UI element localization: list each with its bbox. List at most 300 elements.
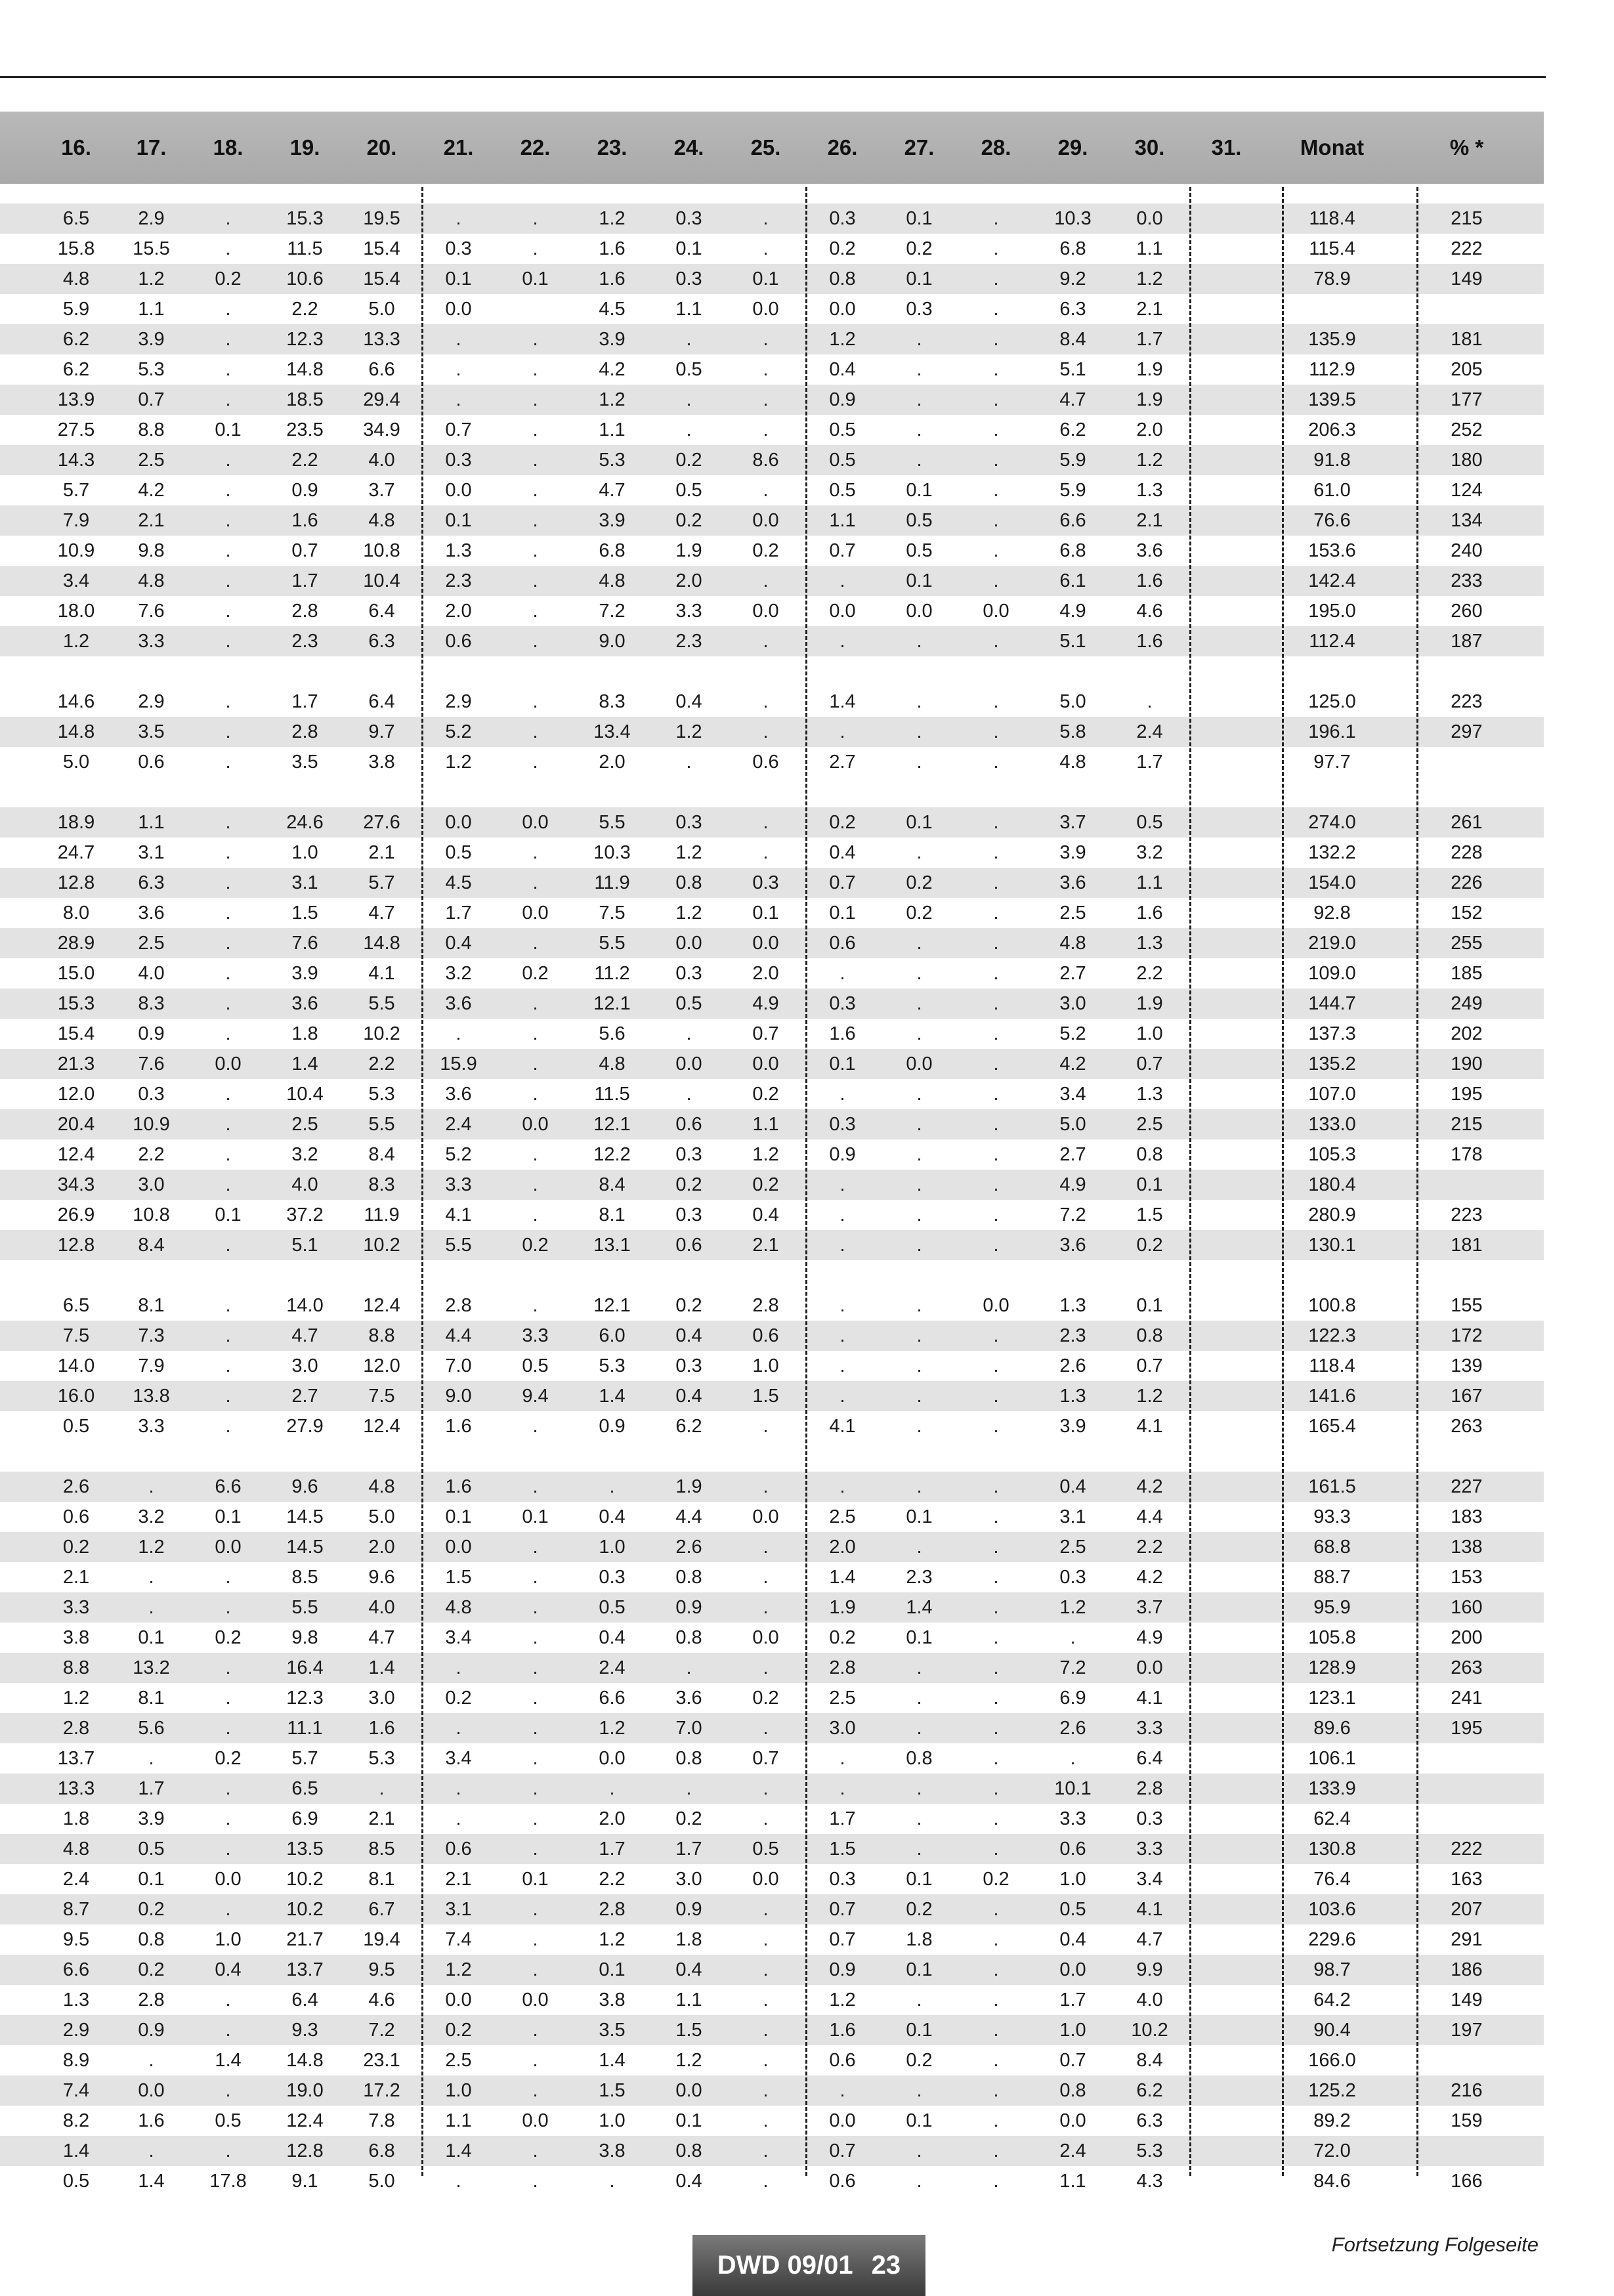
table-cell: 4.1: [829, 1415, 856, 1437]
header-cell: 24.: [673, 135, 704, 159]
table-cell: .: [1070, 1747, 1076, 1769]
table-cell: 0.9: [829, 1143, 856, 1165]
table-row: [0, 1290, 1544, 1321]
table-cell: 12.2: [593, 1143, 631, 1165]
table-cell: 12.4: [57, 1143, 95, 1165]
table-cell: 8.6: [752, 449, 779, 471]
table-cell: 4.6: [368, 1989, 395, 2010]
table-cell: .: [532, 1898, 538, 1920]
table-cell: 2.0: [675, 570, 702, 591]
table-cell: 12.4: [363, 1294, 400, 1316]
table-cell: 9.5: [368, 1959, 395, 1980]
table-cell: 0.3: [675, 207, 702, 229]
table-cell: 14.0: [57, 1355, 95, 1376]
table-cell: .: [916, 1687, 922, 1709]
table-cell: .: [225, 298, 231, 320]
table-cell: .: [993, 1113, 999, 1135]
table-cell: .: [993, 1536, 999, 1558]
table-cell: 205: [1451, 358, 1483, 380]
table-cell: .: [993, 328, 999, 350]
table-cell: .: [225, 1355, 231, 1376]
table-cell: 222: [1451, 238, 1483, 259]
table-cell: .: [532, 207, 538, 229]
table-cell: .: [532, 570, 538, 591]
table-cell: 1.4: [829, 691, 856, 712]
table-cell: 8.4: [368, 1143, 395, 1165]
table-cell: 6.2: [62, 328, 90, 350]
table-cell: 0.1: [215, 1204, 242, 1225]
table-cell: 68.8: [1313, 1536, 1351, 1558]
table-cell: 18.9: [57, 811, 95, 833]
table-cell: .: [993, 1476, 999, 1497]
table-cell: 1.6: [599, 268, 626, 289]
table-cell: 0.3: [1136, 1808, 1163, 1829]
table-cell: 0.1: [675, 238, 702, 259]
table-cell: 2.0: [1136, 419, 1163, 440]
table-cell: .: [993, 358, 999, 380]
table-row: [0, 2136, 1544, 2166]
table-cell: .: [532, 2019, 538, 2041]
table-cell: 0.2: [1136, 1234, 1163, 1256]
table-cell: 14.3: [57, 449, 95, 471]
table-cell: 10.4: [363, 570, 400, 591]
table-cell: 160: [1451, 1596, 1483, 1618]
table-row: [0, 1200, 1544, 1230]
table-cell: .: [225, 992, 231, 1014]
table-cell: 1.2: [599, 389, 626, 410]
table-cell: .: [225, 358, 231, 380]
table-cell: 124: [1451, 479, 1483, 501]
table-cell: 0.9: [138, 2019, 165, 2041]
table-cell: 0.1: [445, 1506, 472, 1527]
table-cell: 0.6: [829, 2170, 856, 2192]
table-cell: 0.9: [829, 1959, 856, 1980]
table-cell: 130.1: [1308, 1234, 1356, 1256]
table-cell: .: [916, 1385, 922, 1407]
table-cell: 3.0: [829, 1717, 856, 1739]
table-cell: 0.4: [675, 691, 702, 712]
table-cell: 0.0: [445, 1989, 472, 2010]
table-cell: 2.7: [1059, 962, 1086, 984]
table-cell: 9.6: [291, 1476, 318, 1497]
table-cell: 0.3: [599, 1566, 626, 1588]
table-cell: 125.2: [1308, 2079, 1356, 2101]
table-cell: 11.9: [364, 1204, 400, 1225]
table-cell: .: [532, 1476, 538, 1497]
table-cell: 1.5: [675, 2019, 702, 2041]
table-cell: .: [993, 2140, 999, 2161]
table-cell: 0.5: [1136, 811, 1163, 833]
table-cell: 0.0: [752, 298, 779, 320]
table-cell: 153.6: [1308, 540, 1356, 561]
table-cell: 1.1: [599, 419, 626, 440]
table-cell: .: [456, 1808, 461, 1829]
table-cell: 0.0: [752, 1053, 779, 1074]
table-row: [0, 1472, 1544, 1502]
table-cell: 0.2: [675, 1808, 702, 1829]
table-cell: .: [532, 1838, 538, 1860]
table-cell: 0.5: [62, 2170, 90, 2192]
table-cell: 144.7: [1308, 992, 1356, 1014]
table-cell: 0.2: [675, 1174, 702, 1195]
table-cell: 4.3: [1136, 2170, 1163, 2192]
table-cell: .: [532, 1143, 538, 1165]
table-cell: .: [686, 751, 692, 773]
table-cell: 1.7: [1059, 1989, 1086, 2010]
table-cell: .: [532, 630, 538, 652]
table-cell: 10.2: [286, 1898, 324, 1920]
table-cell: 4.9: [1059, 600, 1086, 622]
table-cell: 14.5: [286, 1506, 324, 1527]
table-cell: 4.6: [1136, 600, 1163, 622]
table-cell: 7.5: [368, 1385, 395, 1407]
table-cell: 1.3: [1136, 479, 1163, 501]
table-cell: .: [916, 1989, 922, 2010]
table-row: [0, 1079, 1544, 1109]
table-cell: 5.1: [291, 1234, 318, 1256]
table-cell: 24.6: [286, 811, 324, 833]
table-row: [0, 2075, 1544, 2106]
table-cell: .: [148, 1747, 154, 1769]
table-cell: .: [763, 1808, 769, 1829]
table-cell: 2.1: [368, 1808, 395, 1829]
table-cell: 2.7: [1059, 1143, 1086, 1165]
table-cell: 5.3: [599, 1355, 626, 1376]
table-cell: 4.7: [1059, 389, 1086, 410]
table-cell: 123.1: [1308, 1687, 1356, 1709]
table-cell: 1.6: [829, 1023, 856, 1044]
table-cell: .: [532, 1657, 538, 1678]
table-cell: .: [993, 509, 999, 531]
table-cell: 1.4: [906, 1596, 933, 1618]
table-cell: 0.0: [983, 600, 1009, 622]
table-cell: 7.0: [445, 1355, 472, 1376]
table-cell: 84.6: [1313, 2170, 1351, 2192]
table-cell: .: [225, 1838, 231, 1860]
table-cell: 0.2: [983, 1868, 1009, 1890]
table-cell: 0.3: [829, 1113, 856, 1135]
table-cell: 0.8: [675, 872, 702, 893]
table-cell: 6.5: [62, 1294, 90, 1316]
table-cell: .: [839, 1325, 845, 1346]
table-cell: 1.7: [138, 1777, 165, 1799]
table-cell: 8.3: [138, 992, 165, 1014]
table-cell: 1.2: [445, 751, 472, 773]
table-cell: 226: [1451, 872, 1483, 893]
table-cell: 2.2: [368, 1053, 395, 1074]
table-cell: 2.8: [829, 1657, 856, 1678]
table-cell: .: [686, 1657, 692, 1678]
table-cell: 8.9: [62, 2049, 90, 2071]
table-cell: .: [532, 1053, 538, 1074]
table-cell: 0.5: [445, 841, 472, 863]
table-cell: 1.2: [1059, 1596, 1086, 1618]
table-cell: 4.8: [368, 1476, 395, 1497]
table-cell: 2.9: [138, 691, 165, 712]
table-cell: 130.8: [1308, 1838, 1356, 1860]
table-cell: 5.2: [445, 721, 472, 742]
header-cell: Monat: [1300, 135, 1365, 159]
table-cell: 19.5: [363, 207, 400, 229]
table-cell: 0.0: [522, 1989, 549, 2010]
table-cell: .: [225, 1989, 231, 2010]
table-cell: .: [916, 1143, 922, 1165]
table-cell: 0.4: [829, 841, 856, 863]
table-cell: .: [609, 2170, 615, 2192]
table-cell: 0.1: [599, 1959, 626, 1980]
header-cell: 20.: [366, 135, 397, 159]
table-cell: 3.1: [138, 841, 165, 863]
table-cell: 249: [1451, 992, 1483, 1014]
header-cell: 31.: [1211, 135, 1242, 159]
table-cell: 9.9: [1136, 1959, 1163, 1980]
table-cell: 103.6: [1308, 1898, 1356, 1920]
table-cell: 5.6: [599, 1023, 626, 1044]
table-cell: .: [456, 1777, 461, 1799]
table-cell: .: [456, 328, 461, 350]
table-cell: 1.9: [675, 540, 702, 561]
table-cell: 3.0: [675, 1868, 702, 1890]
table-cell: .: [763, 207, 769, 229]
table-cell: 0.9: [675, 1898, 702, 1920]
table-cell: 280.9: [1308, 1204, 1356, 1225]
table-cell: 3.6: [675, 1687, 702, 1709]
table-cell: 1.7: [675, 1838, 702, 1860]
table-cell: 0.1: [906, 570, 933, 591]
table-cell: .: [993, 630, 999, 652]
table-cell: 72.0: [1313, 2140, 1351, 2161]
table-cell: 5.5: [599, 811, 626, 833]
table-cell: .: [916, 751, 922, 773]
table-cell: 0.8: [829, 268, 856, 289]
table-cell: 255: [1451, 932, 1483, 954]
table-cell: 4.8: [62, 268, 90, 289]
table-cell: .: [839, 1083, 845, 1105]
table-cell: 0.5: [906, 509, 933, 531]
table-cell: 2.8: [62, 1717, 90, 1739]
table-cell: 0.1: [445, 268, 472, 289]
table-cell: .: [532, 1204, 538, 1225]
table-cell: 3.2: [291, 1143, 318, 1165]
table-cell: .: [763, 1536, 769, 1558]
table-cell: 5.9: [1059, 449, 1086, 471]
table-cell: 1.6: [291, 509, 318, 531]
table-cell: 133.0: [1308, 1113, 1356, 1135]
table-row: [0, 1139, 1544, 1170]
table-cell: .: [225, 2079, 231, 2101]
table-cell: 2.6: [1059, 1717, 1086, 1739]
table-cell: 0.0: [675, 1053, 702, 1074]
table-cell: .: [686, 1023, 692, 1044]
table-row: [0, 1834, 1544, 1864]
table-cell: .: [225, 1325, 231, 1346]
table-cell: 159: [1451, 2110, 1483, 2131]
table-cell: .: [993, 841, 999, 863]
table-cell: 0.4: [1059, 1476, 1086, 1497]
table-cell: .: [225, 1808, 231, 1829]
table-cell: 229.6: [1308, 1928, 1356, 1950]
table-cell: .: [225, 540, 231, 561]
table-cell: .: [763, 2140, 769, 2161]
table-cell: .: [686, 389, 692, 410]
table-cell: 76.6: [1313, 509, 1351, 531]
table-cell: 3.9: [138, 1808, 165, 1829]
table-cell: .: [993, 992, 999, 1014]
footer-badge-label: DWD 09/01: [717, 2251, 853, 2280]
table-cell: 0.0: [445, 298, 472, 320]
table-cell: .: [763, 1596, 769, 1618]
table-cell: 1.3: [1059, 1294, 1086, 1316]
table-cell: .: [148, 1566, 154, 1588]
table-cell: 29.4: [363, 389, 400, 410]
table-cell: 0.0: [752, 600, 779, 622]
table-cell: 12.1: [593, 992, 631, 1014]
table-cell: .: [532, 389, 538, 410]
table-row: [0, 385, 1544, 415]
table-cell: .: [763, 2110, 769, 2131]
table-cell: 216: [1451, 2079, 1483, 2101]
table-row: [0, 1321, 1544, 1351]
table-cell: 6.3: [1136, 2110, 1163, 2131]
table-cell: 11.9: [594, 872, 630, 893]
table-cell: .: [916, 1536, 922, 1558]
table-cell: 3.0: [138, 1174, 165, 1195]
table-cell: 9.5: [62, 1928, 90, 1950]
table-cell: 0.8: [1059, 2079, 1086, 2101]
table-cell: 8.4: [599, 1174, 626, 1195]
table-cell: 2.9: [62, 2019, 90, 2041]
table-cell: 125.0: [1308, 691, 1356, 712]
table-cell: 8.1: [599, 1204, 626, 1225]
table-cell: .: [993, 751, 999, 773]
table-cell: 4.1: [1136, 1898, 1163, 1920]
table-cell: 3.4: [1059, 1083, 1086, 1105]
table-cell: 163: [1451, 1868, 1483, 1890]
table-cell: 5.7: [368, 872, 395, 893]
table-cell: 4.8: [62, 1838, 90, 1860]
table-cell: 6.8: [1059, 238, 1086, 259]
table-cell: 2.5: [1059, 902, 1086, 924]
table-cell: 7.3: [138, 1325, 165, 1346]
table-cell: 0.1: [906, 811, 933, 833]
table-cell: 0.4: [752, 1204, 779, 1225]
row-gap: [0, 1260, 1544, 1290]
table-cell: .: [225, 1717, 231, 1739]
table-cell: .: [225, 449, 231, 471]
table-cell: .: [916, 932, 922, 954]
table-cell: 5.0: [1059, 691, 1086, 712]
table-cell: 0.4: [675, 1385, 702, 1407]
table-cell: 3.6: [1059, 872, 1086, 893]
table-cell: .: [148, 1596, 154, 1618]
table-cell: 6.5: [291, 1777, 318, 1799]
table-cell: 2.8: [599, 1898, 626, 1920]
table-cell: 1.6: [138, 2110, 165, 2131]
table-cell: 19.0: [286, 2079, 324, 2101]
table-cell: 3.3: [1059, 1808, 1086, 1829]
table-cell: 0.7: [829, 2140, 856, 2161]
table-cell: 0.1: [829, 902, 856, 924]
table-cell: .: [993, 419, 999, 440]
table-cell: 2.2: [291, 298, 318, 320]
table-cell: 3.1: [291, 872, 318, 893]
table-row: [0, 1985, 1544, 2015]
table-cell: 61.0: [1313, 479, 1351, 501]
table-cell: 12.3: [286, 328, 324, 350]
table-cell: 200: [1451, 1626, 1483, 1648]
table-cell: 8.4: [1136, 2049, 1163, 2071]
table-cell: .: [532, 358, 538, 380]
table-cell: .: [225, 600, 231, 622]
table-row: [0, 203, 1544, 234]
table-cell: .: [993, 2079, 999, 2101]
table-cell: 177: [1451, 389, 1483, 410]
table-cell: 1.2: [138, 268, 165, 289]
table-cell: 0.1: [522, 1506, 549, 1527]
table-cell: 180: [1451, 449, 1483, 471]
table-cell: 1.1: [752, 1113, 779, 1135]
table-cell: 0.7: [829, 1898, 856, 1920]
table-cell: 0.2: [829, 238, 856, 259]
table-cell: .: [839, 1355, 845, 1376]
table-cell: 135.9: [1308, 328, 1356, 350]
table-cell: 0.6: [675, 1113, 702, 1135]
table-cell: 0.2: [215, 268, 242, 289]
table-cell: 0.0: [522, 1113, 549, 1135]
divider-after-31: [1282, 187, 1284, 2176]
table-cell: 1.2: [445, 1959, 472, 1980]
table-cell: 0.0: [522, 2110, 549, 2131]
table-cell: 0.8: [675, 1747, 702, 1769]
table-cell: 13.2: [133, 1657, 170, 1678]
continuation-note: Fortsetzung Folgeseite: [1331, 2233, 1539, 2256]
table-cell: 138: [1451, 1536, 1483, 1558]
table-cell: 4.2: [138, 479, 165, 501]
table-cell: 0.7: [1059, 2049, 1086, 2071]
table-cell: .: [456, 1023, 461, 1044]
header-cell: 29.: [1057, 135, 1088, 159]
table-cell: 0.0: [1059, 2110, 1086, 2131]
table-cell: 15.3: [57, 992, 95, 1014]
table-cell: 3.6: [1059, 1234, 1086, 1256]
table-cell: .: [532, 1777, 538, 1799]
table-cell: 0.2: [215, 1626, 242, 1648]
table-cell: .: [225, 570, 231, 591]
table-cell: .: [993, 1234, 999, 1256]
table-cell: 0.1: [906, 268, 933, 289]
table-cell: 0.3: [675, 268, 702, 289]
table-row: [0, 2166, 1544, 2196]
table-cell: 7.9: [62, 509, 90, 531]
table-cell: 0.5: [138, 1838, 165, 1860]
table-cell: .: [225, 2019, 231, 2041]
table-cell: 133.9: [1308, 1777, 1356, 1799]
table-cell: 1.5: [829, 1838, 856, 1860]
table-cell: .: [993, 932, 999, 954]
table-cell: 8.1: [138, 1294, 165, 1316]
table-cell: 15.3: [286, 207, 324, 229]
table-cell: 17.8: [209, 2170, 247, 2192]
table-cell: 2.5: [1059, 1536, 1086, 1558]
table-cell: .: [609, 1777, 615, 1799]
table-row: [0, 324, 1544, 354]
table-cell: 2.5: [829, 1506, 856, 1527]
table-cell: 1.7: [291, 691, 318, 712]
table-cell: .: [993, 1838, 999, 1860]
table-cell: 2.2: [599, 1868, 626, 1890]
table-cell: .: [225, 962, 231, 984]
table-cell: .: [993, 1898, 999, 1920]
